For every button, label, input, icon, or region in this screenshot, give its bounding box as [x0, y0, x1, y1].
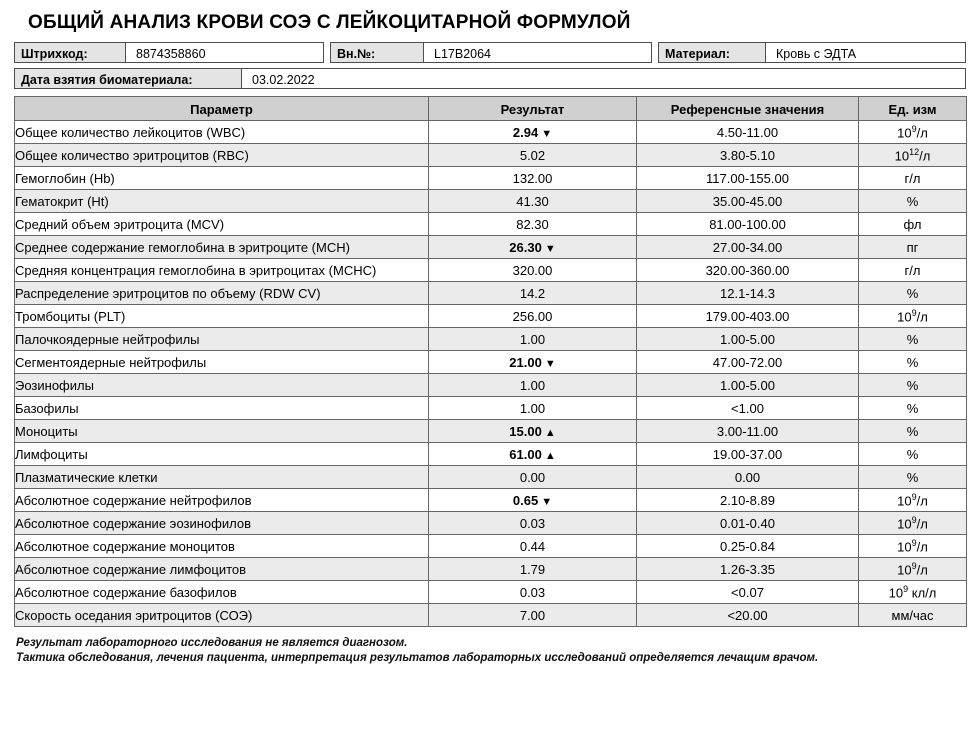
- table-row: [15, 443, 967, 466]
- result-value: 15.00: [509, 424, 542, 439]
- cell-reference-range: 3.00-11.00: [637, 420, 859, 443]
- table-row: [15, 144, 967, 167]
- cell-reference-range: 0.00: [637, 466, 859, 489]
- result-flag-icon: ▼: [544, 243, 556, 255]
- table-row: [15, 259, 967, 282]
- cell-parameter: Общее количество эритроцитов (RBC): [15, 144, 429, 167]
- column-header-parameter: Параметр: [15, 97, 429, 121]
- result-flag-icon: ▼: [541, 496, 553, 508]
- table-row: [15, 489, 967, 512]
- cell-unit: $10^9/л$: [859, 535, 967, 558]
- cell-result: 5.02: [429, 144, 637, 167]
- cell-reference-range: 27.00-34.00: [637, 236, 859, 259]
- column-header-unit: Ед. изм: [859, 97, 967, 121]
- barcode-field: [14, 42, 324, 63]
- page-title: ОБЩИЙ АНАЛИЗ КРОВИ СОЭ С ЛЕЙКОЦИТАРНОЙ ФОРМУЛОЙ: [28, 12, 631, 33]
- cell-result: [429, 236, 637, 259]
- collection-date-label: Дата взятия биоматериала:: [15, 69, 242, 88]
- cell-parameter: Моноциты: [15, 420, 429, 443]
- cell-parameter: Эозинофилы: [15, 374, 429, 397]
- cell-reference-range: <1.00: [637, 397, 859, 420]
- cell-parameter: Абсолютное содержание нейтрофилов: [15, 489, 429, 512]
- note-line-2: Тактика обследования, лечения пациента, интерпретация результатов лабораторных исследований определяется лечащим врачом.: [16, 652, 819, 664]
- cell-result: 0.03: [429, 512, 637, 535]
- cell-unit: %: [859, 282, 967, 305]
- cell-result: 0.03: [429, 581, 637, 604]
- cell-unit: %: [859, 190, 967, 213]
- cell-parameter: Скорость оседания эритроцитов (СОЭ): [15, 604, 429, 627]
- table-row: [15, 466, 967, 489]
- table-row: [15, 581, 967, 604]
- cell-parameter: Абсолютное содержание эозинофилов: [15, 512, 429, 535]
- cell-result: 82.30: [429, 213, 637, 236]
- cell-unit: %: [859, 374, 967, 397]
- cell-reference-range: 0.25-0.84: [637, 535, 859, 558]
- table-row: [15, 236, 967, 259]
- internal-number-value: L17B2064: [434, 46, 492, 61]
- cell-unit: пг: [859, 236, 967, 259]
- cell-unit: %: [859, 466, 967, 489]
- cell-result: 1.00: [429, 397, 637, 420]
- cell-unit: %: [859, 397, 967, 420]
- cell-reference-range: 117.00-155.00: [637, 167, 859, 190]
- table-row: [15, 512, 967, 535]
- cell-reference-range: 179.00-403.00: [637, 305, 859, 328]
- result-value: 21.00: [509, 355, 542, 370]
- cell-result: 1.00: [429, 374, 637, 397]
- result-flag-icon: ▲: [544, 450, 556, 462]
- results-table-body: [15, 121, 967, 627]
- cell-result: 132.00: [429, 167, 637, 190]
- cell-parameter: Общее количество лейкоцитов (WBC): [15, 121, 429, 144]
- cell-unit: г/л: [859, 167, 967, 190]
- internal-number-field: [330, 42, 652, 63]
- cell-parameter: Палочкоядерные нейтрофилы: [15, 328, 429, 351]
- cell-result: 256.00: [429, 305, 637, 328]
- cell-unit: %: [859, 420, 967, 443]
- table-row: [15, 558, 967, 581]
- cell-reference-range: 47.00-72.00: [637, 351, 859, 374]
- cell-unit: $10^9/л$: [859, 489, 967, 512]
- result-value: 61.00: [509, 447, 542, 462]
- cell-parameter: Гематокрит (Ht): [15, 190, 429, 213]
- cell-reference-range: 19.00-37.00: [637, 443, 859, 466]
- cell-parameter: Среднее содержание гемоглобина в эритроците (MCH): [15, 236, 429, 259]
- table-row: [15, 535, 967, 558]
- cell-reference-range: <20.00: [637, 604, 859, 627]
- table-row: [15, 328, 967, 351]
- cell-unit: %: [859, 328, 967, 351]
- cell-parameter: Абсолютное содержание лимфоцитов: [15, 558, 429, 581]
- table-row: [15, 604, 967, 627]
- cell-reference-range: 4.50-11.00: [637, 121, 859, 144]
- cell-unit: $10^9/л$: [859, 512, 967, 535]
- material-label: Материал:: [659, 43, 766, 62]
- collection-date-value: 03.02.2022: [252, 72, 315, 87]
- cell-unit: фл: [859, 213, 967, 236]
- footer-notes: [16, 636, 966, 666]
- cell-unit: %: [859, 351, 967, 374]
- barcode-value: 8874358860: [136, 46, 206, 61]
- table-row: [15, 397, 967, 420]
- table-row: [15, 374, 967, 397]
- result-flag-icon: ▼: [541, 128, 553, 140]
- cell-reference-range: 320.00-360.00: [637, 259, 859, 282]
- cell-unit: $10^9/л$: [859, 558, 967, 581]
- cell-result: [429, 351, 637, 374]
- material-value: Кровь с ЭДТА: [776, 46, 857, 61]
- cell-reference-range: 0.01-0.40: [637, 512, 859, 535]
- cell-result: [429, 121, 637, 144]
- cell-result: [429, 489, 637, 512]
- cell-unit: г/л: [859, 259, 967, 282]
- cell-reference-range: 35.00-45.00: [637, 190, 859, 213]
- cell-result: 14.2: [429, 282, 637, 305]
- cell-parameter: Гемоглобин (Hb): [15, 167, 429, 190]
- cell-parameter: Распределение эритроцитов по объему (RDW CV): [15, 282, 429, 305]
- cell-result: 1.00: [429, 328, 637, 351]
- cell-unit: $10^9$ кл/л: [859, 581, 967, 604]
- table-row: [15, 167, 967, 190]
- cell-result: 41.30: [429, 190, 637, 213]
- result-value: 26.30: [509, 240, 542, 255]
- column-header-result: Результат: [429, 97, 637, 121]
- cell-result: 320.00: [429, 259, 637, 282]
- cell-reference-range: 1.26-3.35: [637, 558, 859, 581]
- result-flag-icon: ▲: [544, 427, 556, 439]
- cell-parameter: Средняя концентрация гемоглобина в эритроцитах (MCHC): [15, 259, 429, 282]
- cell-parameter: Сегментоядерные нейтрофилы: [15, 351, 429, 374]
- header-row-date: [14, 68, 966, 89]
- cell-reference-range: 2.10-8.89: [637, 489, 859, 512]
- barcode-label: Штрихкод:: [15, 43, 126, 62]
- cell-unit: $10^{12}/л$: [859, 144, 967, 167]
- cell-reference-range: 81.00-100.00: [637, 213, 859, 236]
- cell-unit: %: [859, 443, 967, 466]
- result-flag-icon: ▼: [544, 358, 556, 370]
- cell-reference-range: 1.00-5.00: [637, 374, 859, 397]
- header-row-primary: [14, 42, 966, 63]
- column-header-reference: Референсные значения: [637, 97, 859, 121]
- cell-parameter: Базофилы: [15, 397, 429, 420]
- table-row: [15, 190, 967, 213]
- cell-result: 0.44: [429, 535, 637, 558]
- table-row: [15, 121, 967, 144]
- cell-reference-range: 3.80-5.10: [637, 144, 859, 167]
- cell-unit: мм/час: [859, 604, 967, 627]
- table-row: [15, 213, 967, 236]
- cell-parameter: Абсолютное содержание моноцитов: [15, 535, 429, 558]
- cell-reference-range: 12.1-14.3: [637, 282, 859, 305]
- cell-unit: $10^9/л$: [859, 305, 967, 328]
- cell-unit: $10^9/л$: [859, 121, 967, 144]
- cell-result: 0.00: [429, 466, 637, 489]
- cell-parameter: Лимфоциты: [15, 443, 429, 466]
- cell-result: [429, 443, 637, 466]
- cell-reference-range: <0.07: [637, 581, 859, 604]
- internal-number-label: Вн.№:: [331, 43, 424, 62]
- result-value: 0.65: [512, 493, 539, 508]
- cell-reference-range: 1.00-5.00: [637, 328, 859, 351]
- result-value: 2.94: [512, 125, 539, 140]
- table-row: [15, 351, 967, 374]
- results-table: [14, 96, 967, 627]
- cell-result: 7.00: [429, 604, 637, 627]
- material-field: [658, 42, 966, 63]
- cell-parameter: Тромбоциты (PLT): [15, 305, 429, 328]
- table-row: [15, 420, 967, 443]
- cell-parameter: Плазматические клетки: [15, 466, 429, 489]
- table-row: [15, 305, 967, 328]
- cell-parameter: Абсолютное содержание базофилов: [15, 581, 429, 604]
- note-line-1: Результат лабораторного исследования не является диагнозом.: [16, 637, 408, 649]
- table-row: [15, 282, 967, 305]
- collection-date-field: [14, 68, 966, 89]
- cell-result: 1.79: [429, 558, 637, 581]
- cell-result: [429, 420, 637, 443]
- table-header-row: [15, 97, 967, 121]
- cell-parameter: Средний объем эритроцита (MCV): [15, 213, 429, 236]
